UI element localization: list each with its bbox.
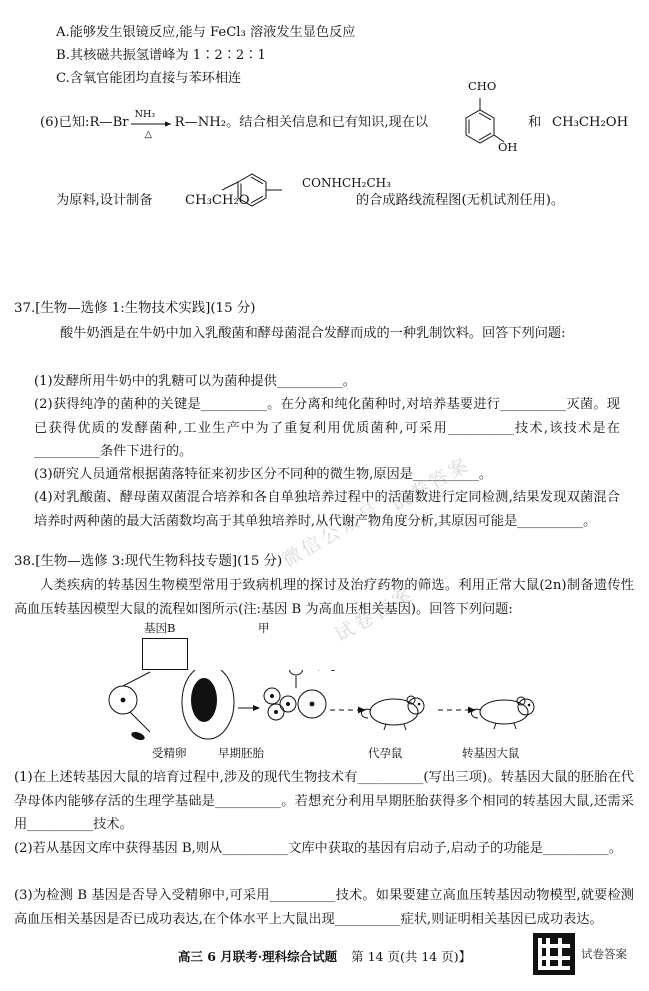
label-fertilized-egg: 受精卵 (152, 746, 187, 760)
q38-heading (14, 551, 634, 573)
label-cho: CHO (468, 79, 497, 93)
q38-item-1: (1)在上述转基因大鼠的培育过程中,涉及的现代生物技术有__________(写出三项)。转基因大鼠的胚胎在代孕母体内能够存活的生理学基础是__________。若想充分利用早期胚胎获得多个相同的转基因大鼠,还需采用__________技术。 (14, 770, 634, 832)
q37-item-3: (3)研究人员通常根据菌落特征来初步区分不同种的微生物,原因是__________。 (34, 467, 493, 482)
qr-code-block[interactable] (533, 933, 627, 975)
item6-line1 (40, 109, 640, 140)
label-jia: 甲 (258, 621, 270, 635)
qr-code-label: 试卷答案 (581, 947, 627, 961)
item6-lead: (6)已知: (40, 115, 90, 130)
item6-reaction-right: R—NH₂。 (174, 115, 240, 130)
label-surrogate-rat: 代孕鼠 (368, 746, 403, 760)
label-early-embryo: 早期胚胎 (218, 746, 264, 760)
item6-line2-mid: CH₃CH₂O (185, 193, 250, 208)
label-gene-b: 基因B (144, 621, 176, 635)
qr-code-icon[interactable] (533, 933, 575, 975)
q37-item-4: (4)对乳酸菌、酵母菌双菌混合培养和各自单独培养过程中的活菌数进行定同检测,结果发现双菌混合培养时两种菌的最大活菌数均高于其单独培养时,从代谢产物角度分析,其原因可能是__________。 (34, 490, 620, 529)
label-amide: CONHCH₂CH₃ (302, 176, 391, 190)
q37-title: [生物—选修 1:生物技术实践](15 分) (35, 301, 256, 316)
watermark-3: 试卷答案 (331, 583, 419, 647)
reaction-arrow (129, 109, 175, 140)
q38-intro: 人类疾病的转基因生物模型常用于致病机理的探讨及治疗药物的筛选。利用正常大鼠(2n)制备遗传性高血压转基因模型大鼠的流程如图所示(注:基因 B 为高血压相关基因)。回答下列问题: (14, 578, 634, 617)
q37-item-2: (2)获得纯净的菌种的关键是__________。在分离和纯化菌种时,对培养基要进行__________灭菌。现已获得优质的发酵菌种,工业生产中为了重复利用优质菌种,可采用__________技术,该技术是在__________条件下进行的。 (34, 397, 620, 459)
item6-line2-prefix: 为原料,设计制备 (56, 193, 153, 208)
option-c: C.含氧官能团均直接与苯环相连 (56, 71, 242, 86)
label-transgenic-rat: 转基因大鼠 (462, 746, 520, 760)
q38-title: [生物—选修 3:现代生物科技专题](15 分) (35, 554, 283, 569)
q37-heading (14, 298, 634, 320)
q38-item-3: (3)为检测 B 基因是否导入受精卵中,可采用__________技术。如果要建立高血压转基因动物模型,就要检测高血压相关基因是否已成功表达,在个体水平上大鼠出现__________症状,则证明相关基因已成功表达。 (14, 888, 634, 927)
item6-text-after: 结合相关信息和已有知识,现在以 (239, 115, 429, 130)
reagent-below: △ (144, 129, 152, 140)
q37-item-1: (1)发酵所用牛奶中的乳糖可以为菌种提供__________。 (34, 374, 356, 389)
item6-compound2: CH₃CH₂OH (552, 115, 629, 130)
q38-number: 38. (14, 554, 36, 569)
reagent-above: NH₃ (134, 109, 156, 120)
option-a: A.能够发生银镜反应,能与 FeCl₃ 溶液发生显色反应 (56, 25, 356, 40)
footer-bracket: 】 (458, 949, 472, 964)
label-oh: OH (498, 140, 518, 154)
q37-number: 37. (14, 301, 36, 316)
option-b: B.其核磁共振氢谱峰为 1∶2∶2∶1 (56, 48, 266, 63)
q38-item-2: (2)若从基因文库中获得基因 B,则从__________文库中获取的基因有启动子,启动子的功能是__________。 (14, 841, 623, 856)
item6-and: 和 (528, 115, 542, 130)
watermark-1: 试卷答案 (387, 453, 475, 517)
q37-intro: 酸牛奶酒是在牛奶中加入乳酸菌和酵母菌混合发酵而成的一种乳制饮料。回答下列问题: (60, 326, 566, 341)
footer-page-number: 第 14 页(共 14 页) (351, 949, 459, 964)
watermark-2: 微信公众号 (278, 497, 385, 572)
transgenic-rat-diagram (90, 621, 610, 770)
item6-line2-suffix: 的合成路线流程图(无机试剂任用)。 (356, 193, 565, 208)
footer-exam-name: 高三 6 月联考·理科综合试题 (177, 949, 338, 964)
gene-b-box (142, 638, 188, 670)
item6-reaction-left: R—Br (89, 115, 129, 130)
